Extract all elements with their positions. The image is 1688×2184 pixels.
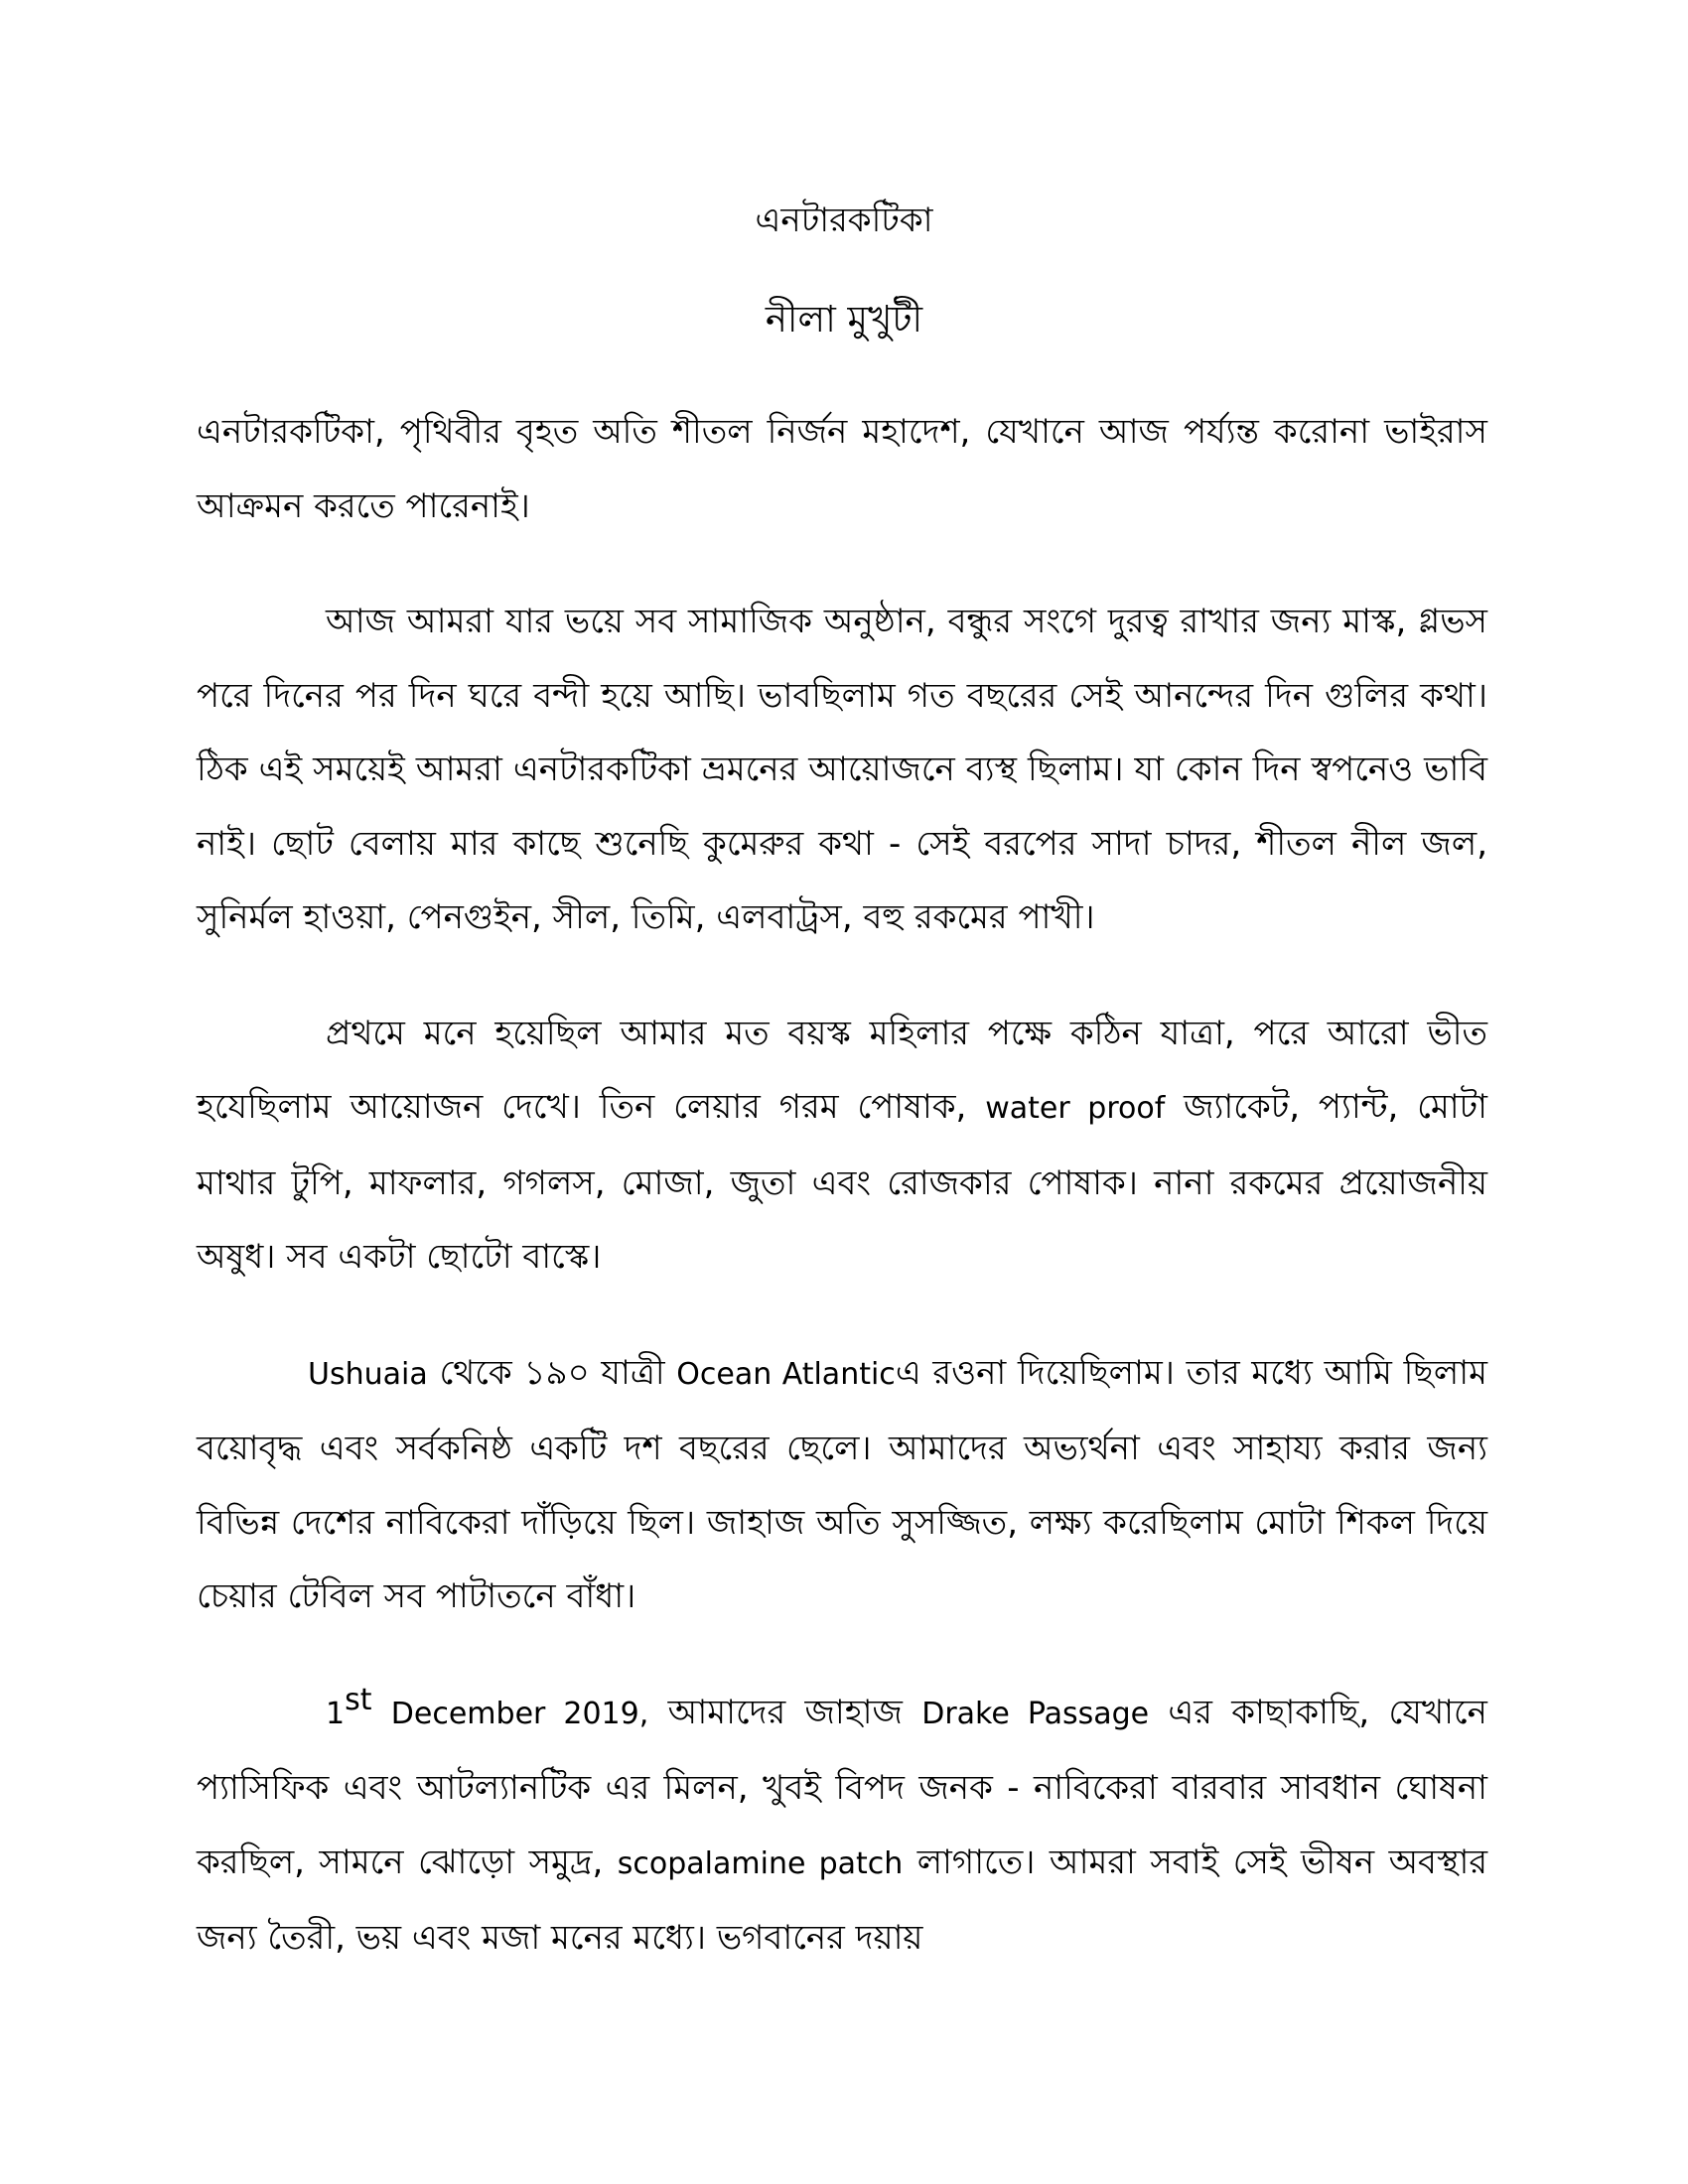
- paragraph-5-date-sup: st: [345, 1682, 372, 1717]
- paragraph-5-date-day: 1: [326, 1696, 346, 1731]
- paragraph-5-text-c: লাগাতে। আমরা সবাই সেই ভীষন অবস্থার জন্য তৈরী, ভয় এবং মজা মনের মধ্যে। ভগবানের দয়ায়: [197, 1842, 1488, 1958]
- document-body: [197, 395, 1487, 2017]
- paragraph-5-date-rest: December 2019,: [390, 1696, 649, 1731]
- paragraph-2: আজ আমরা যার ভয়ে সব সামাজিক অনুষ্ঠান, বন্ধুর সংগে দুরত্ব রাখার জন্য মাস্ক, গ্লভস পরে দিনের পর দিন ঘরে বন্দী হয়ে আছি। ভাবছিলাম গত বছরের সেই আনন্দের দিন গুলির কথা। ঠিক এই সময়েই আমরা এনটারকটিকা ভ্রমনের আয়োজনে ব্যস্থ ছিলাম। যা কোন দিন স্বপনেও ভাবি নাই। ছোট বেলায় মার কাছে শুনেছি কুমেরুর কথা - সেই বরপের সাদা চাদর, শীতল নীল জল, সুনির্মল হাওয়া, পেনগুইন, সীল, তিমি, এলবাট্রস, বহু রকমের পাখী।: [197, 602, 1487, 937]
- document-title: এনটারকটিকা: [755, 201, 933, 240]
- paragraph-4-latin-2: Ocean Atlantic: [676, 1356, 896, 1392]
- paragraph-3-text-b: জ্যাকেট, প্যান্ট, মোটা মাথার টুপি, মাফলার, গগলস, মোজা, জুতা এবং রোজকার পোষাক। নানা রকমের প্রয়োজনীয় অষুধ। সব একটা ছোটো বাস্কে।: [197, 1087, 1488, 1277]
- paragraph-5-latin-1: Drake Passage: [921, 1696, 1150, 1731]
- paragraph-5-text-a: আমাদের জাহাজ: [667, 1692, 903, 1732]
- paragraph-4: [197, 1336, 1487, 1634]
- author-name: নীলা মুখুটী: [765, 298, 923, 341]
- paragraph-4-text-b: এ রওনা দিয়েছিলাম। তার মধ্যে আমি ছিলাম বয়োবৃদ্ধ এবং সর্বকনিষ্ঠ একটি দশ বছরের ছেলে। আমাদের অভ্যর্থনা এবং সাহায্য করার জন্য বিভিন্ন দেশের নাবিকেরা দাঁড়িয়ে ছিল। জাহাজ অতি সুসজ্জিত, লক্ষ্য করেছিলাম মোটা শিকল দিয়ে চেয়ার টেবিল সব পাটাতনে বাঁধা।: [197, 1352, 1487, 1616]
- paragraph-5: [197, 1676, 1487, 1976]
- paragraph-5-text-b: এর কাছাকাছি, যেখানে প্যাসিফিক এবং আটল্যানটিক এর মিলন, খুবই বিপদ জনক - নাবিকেরা বারবার সাবধান ঘোষনা করছিল, সামনে ঝোড়ো সমুদ্র,: [197, 1692, 1487, 1882]
- paragraph-4-latin-1: Ushuaia: [308, 1356, 428, 1392]
- paragraph-1: এনটারকটিকা, পৃথিবীর বৃহত অতি শীতল নির্জন মহাদেশ, যেখানে আজ পর্য্যন্ত করোনা ভাইরাস আক্রমন করতে পারেনাই।: [197, 412, 1487, 526]
- paragraph-3-text-a: প্রথমে মনে হয়েছিল আমার মত বয়স্ক মহিলার পক্ষে কঠিন যাত্রা, পরে আরো ভীত হযেছিলাম আয়োজন দেখে। তিন লেয়ার গরম পোষাক,: [197, 1013, 1487, 1127]
- paragraph-4-text-a: থেকে ১৯০ যাত্রী: [439, 1352, 665, 1393]
- paragraph-3-latin: water proof: [985, 1091, 1166, 1126]
- paragraph-3: [197, 997, 1487, 1295]
- paragraph-5-latin-2: scopalamine patch: [617, 1845, 904, 1881]
